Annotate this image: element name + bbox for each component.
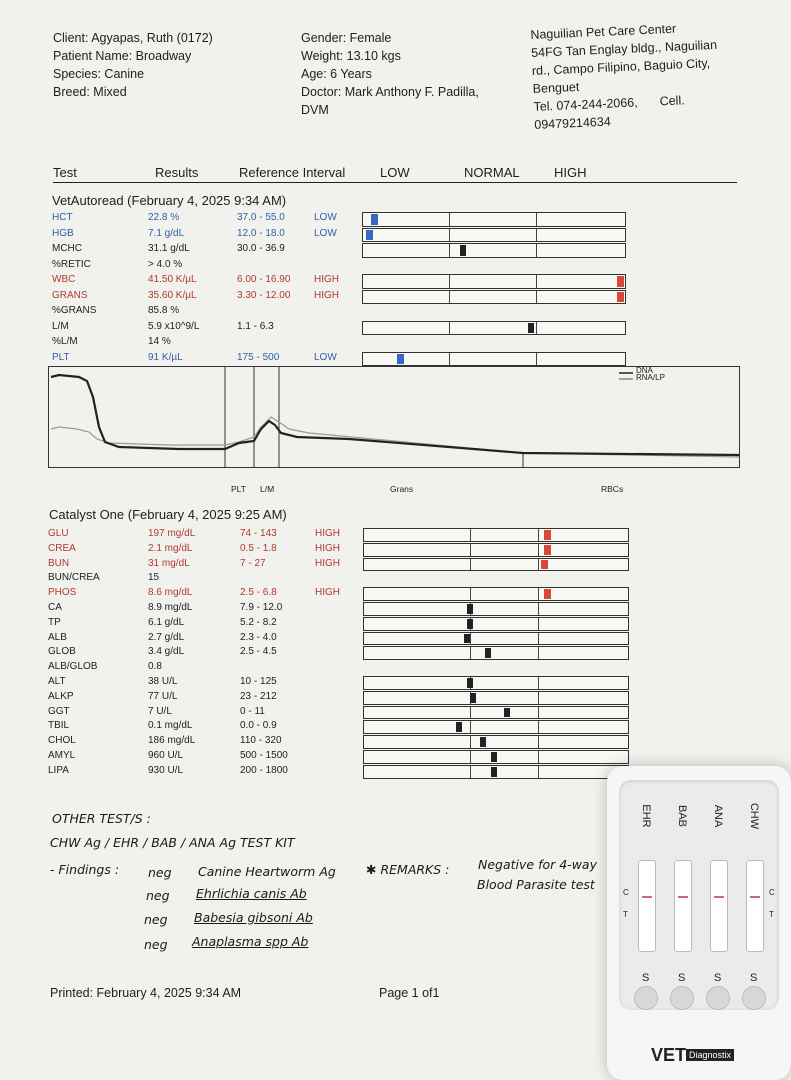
result-marker <box>467 604 473 614</box>
range-divider <box>538 721 539 733</box>
result-value: 14 % <box>148 336 171 347</box>
range-divider <box>470 736 471 748</box>
test-name: GRANS <box>52 289 88 301</box>
result-range-bar <box>362 321 626 336</box>
result-value: 2.7 g/dL <box>148 631 185 643</box>
reference-interval: 3.30 - 12.00 <box>237 289 291 301</box>
range-divider <box>470 766 471 778</box>
doctor-title: DVM <box>301 103 329 117</box>
weight: Weight: 13.10 kgs <box>301 49 401 63</box>
reference-interval: 6.00 - 16.90 <box>237 274 291 285</box>
test-name: %GRANS <box>52 305 97 316</box>
sample-well <box>742 986 766 1010</box>
range-divider <box>538 677 539 689</box>
result-value: 7.1 g/dL <box>148 227 185 239</box>
test-name: HGB <box>52 227 74 239</box>
finding-name: Ehrlichia canis Ab <box>196 886 307 901</box>
result-row <box>52 288 372 303</box>
result-value: 197 mg/dL <box>148 528 196 539</box>
doctor: Doctor: Mark Anthony F. Padilla, <box>301 85 479 99</box>
test-name: PLT <box>52 351 70 363</box>
result-marker <box>617 292 624 303</box>
reference-interval: 10 - 125 <box>240 676 277 687</box>
test-name: HCT <box>52 212 73 223</box>
result-row <box>48 674 368 689</box>
patient-name: Patient Name: Broadway <box>53 49 192 63</box>
result-value: 0.8 <box>148 661 162 673</box>
sample-label: S <box>642 972 650 984</box>
result-row <box>52 334 372 349</box>
reference-interval: 7 - 27 <box>240 557 266 569</box>
range-divider <box>536 229 537 242</box>
result-row <box>52 319 372 334</box>
reference-interval: 2.3 - 4.0 <box>240 631 277 643</box>
result-value: 6.1 g/dL <box>148 616 185 628</box>
hist-label-plt: PLT <box>231 484 246 494</box>
legend-dna: DNA <box>636 366 653 375</box>
range-divider <box>470 721 471 733</box>
result-marker <box>485 648 491 658</box>
result-range-bar <box>362 274 626 289</box>
histogram-legend <box>636 367 665 381</box>
col-results: Results <box>155 165 199 180</box>
result-value: 22.8 % <box>148 212 180 223</box>
result-range-bar <box>363 587 629 601</box>
reference-interval: 5.2 - 8.2 <box>240 616 277 628</box>
test-strip-ehr <box>638 860 656 952</box>
test-name: AMYL <box>48 750 76 761</box>
printed-date: Printed: February 4, 2025 9:34 AM <box>50 986 242 1000</box>
range-divider <box>538 707 539 719</box>
kit-label-chw: CHW <box>748 802 760 830</box>
result-flag: LOW <box>314 351 337 363</box>
section-title-vetautoread: VetAutoread (February 4, 2025 9:34 AM) <box>52 193 287 208</box>
result-row <box>48 526 368 541</box>
test-name: MCHC <box>52 243 82 254</box>
hist-label-rbcs: RBCs <box>601 484 624 494</box>
range-divider <box>538 633 539 645</box>
remarks-text: Negative for 4-way <box>478 857 597 872</box>
result-marker <box>528 323 534 334</box>
reference-interval: 200 - 1800 <box>240 764 288 776</box>
kit-t-label: T <box>769 910 774 919</box>
result-marker <box>480 737 486 747</box>
result-row <box>52 241 372 256</box>
result-value: 91 K/µL <box>148 351 183 363</box>
test-name: ALKP <box>48 690 74 702</box>
result-flag: HIGH <box>315 557 340 569</box>
test-name: %L/M <box>52 336 78 347</box>
reference-interval: 74 - 143 <box>240 528 277 539</box>
result-row <box>52 350 372 365</box>
result-range-bar <box>363 750 629 764</box>
range-divider <box>449 353 450 366</box>
test-name: TBIL <box>48 720 70 732</box>
result-row <box>48 659 368 674</box>
col-high: HIGH <box>554 165 587 180</box>
range-divider <box>536 291 537 304</box>
control-line <box>750 896 760 898</box>
result-value: 77 U/L <box>148 690 178 702</box>
range-divider <box>538 751 539 763</box>
result-row <box>52 210 372 225</box>
range-divider <box>536 322 537 335</box>
range-divider <box>470 529 471 541</box>
result-value: 31 mg/dL <box>148 557 190 569</box>
result-flag: HIGH <box>315 542 340 554</box>
result-value: 35.60 K/µL <box>148 289 197 301</box>
result-range-bar <box>363 543 629 557</box>
range-divider <box>538 766 539 778</box>
brand-logo <box>651 1044 734 1066</box>
result-value: 0.1 mg/dL <box>148 720 193 732</box>
result-marker <box>456 722 462 732</box>
result-marker <box>470 693 476 703</box>
result-row <box>48 556 368 571</box>
range-divider <box>538 647 539 659</box>
result-value: 186 mg/dL <box>148 735 196 747</box>
result-flag: HIGH <box>315 528 340 539</box>
range-divider <box>449 275 450 288</box>
clinic-line: Benguet <box>532 79 580 96</box>
result-marker <box>371 214 378 225</box>
range-divider <box>470 559 471 571</box>
kit-label-ana: ANA <box>712 804 724 828</box>
range-divider <box>449 244 450 257</box>
client-name: Client: Agyapas, Ruth (0172) <box>53 31 213 45</box>
test-window <box>619 780 779 1010</box>
finding-result: neg <box>144 937 168 952</box>
range-divider <box>536 244 537 257</box>
test-name: CHOL <box>48 735 76 747</box>
result-row <box>48 748 368 763</box>
result-marker <box>464 634 470 644</box>
result-marker <box>541 560 548 570</box>
range-divider <box>538 618 539 630</box>
result-marker <box>467 678 473 688</box>
reference-interval: 30.0 - 36.9 <box>237 243 285 254</box>
reference-interval: 37.0 - 55.0 <box>237 212 285 223</box>
clinic-info <box>530 16 764 134</box>
hist-label-lm: L/M <box>260 484 275 494</box>
result-value: 85.8 % <box>148 305 180 316</box>
result-row <box>52 257 372 272</box>
reference-interval: 0.0 - 0.9 <box>240 720 277 732</box>
range-divider <box>449 291 450 304</box>
brand-name: VET <box>651 1044 687 1065</box>
hist-label-grans: Grans <box>390 484 414 494</box>
result-range-bar <box>363 720 629 734</box>
finding-name: Canine Heartworm Ag <box>198 864 336 879</box>
patient-info <box>53 29 213 101</box>
range-divider <box>470 707 471 719</box>
result-value: 930 U/L <box>148 764 184 776</box>
range-divider <box>538 588 539 600</box>
remarks-text: Blood Parasite test <box>477 877 595 892</box>
reference-interval: 0.5 - 1.8 <box>240 542 277 554</box>
result-range-bar <box>362 290 626 305</box>
reference-interval: 500 - 1500 <box>240 750 288 761</box>
result-value: 8.6 mg/dL <box>148 587 193 599</box>
test-name: GLU <box>48 528 69 539</box>
header-rule <box>53 182 737 183</box>
range-divider <box>538 559 539 571</box>
legend-rna: RNA/LP <box>636 373 665 382</box>
result-value: 8.9 mg/dL <box>148 602 193 613</box>
clinic-line: rd., Campo Filipino, Baguio City, <box>531 56 711 78</box>
range-divider <box>449 229 450 242</box>
col-normal: NORMAL <box>464 165 520 180</box>
result-range-bar <box>362 352 626 367</box>
breed: Breed: Mixed <box>53 85 127 99</box>
result-range-bar <box>362 243 626 258</box>
reference-interval: 23 - 212 <box>240 690 277 702</box>
result-row <box>48 704 368 719</box>
result-value: 960 U/L <box>148 750 184 761</box>
result-range-bar <box>363 691 629 705</box>
test-name: BUN <box>48 557 70 569</box>
result-marker <box>460 245 466 256</box>
result-range-bar <box>363 632 629 646</box>
result-marker <box>504 708 510 718</box>
result-marker <box>366 230 373 241</box>
test-name: GLOB <box>48 646 76 658</box>
result-value: 31.1 g/dL <box>148 243 190 254</box>
finding-result: neg <box>148 865 172 880</box>
result-row <box>48 718 368 733</box>
test-name: TP <box>48 616 61 628</box>
result-row <box>52 303 372 318</box>
result-row <box>48 570 368 585</box>
result-flag: HIGH <box>315 587 340 599</box>
gender: Gender: Female <box>301 31 392 45</box>
col-low: LOW <box>380 165 410 180</box>
reference-interval: 175 - 500 <box>237 351 280 363</box>
test-name: %RETIC <box>52 258 91 270</box>
kit-label-ehr: EHR <box>640 804 652 828</box>
sample-label: S <box>750 972 758 984</box>
test-name: GGT <box>48 705 70 717</box>
cell-histogram <box>48 366 740 468</box>
control-line <box>678 896 688 898</box>
kit-label-bab: BAB <box>676 804 688 827</box>
result-value: 7 U/L <box>148 705 172 717</box>
patient-details <box>301 29 479 119</box>
range-divider <box>470 647 471 659</box>
result-range-bar <box>363 676 629 690</box>
reference-interval: 110 - 320 <box>240 735 282 747</box>
result-value: > 4.0 % <box>148 258 183 270</box>
finding-name: Anaplasma spp Ab <box>192 934 309 949</box>
result-row <box>48 615 368 630</box>
test-name: LIPA <box>48 764 69 776</box>
test-name: ALB/GLOB <box>48 661 98 673</box>
result-flag: HIGH <box>314 289 339 301</box>
result-range-bar <box>363 646 629 660</box>
range-divider <box>470 588 471 600</box>
range-divider <box>536 275 537 288</box>
clinic-cell: 09479214634 <box>534 114 612 132</box>
kit-t-label: T <box>623 910 628 919</box>
col-reference: Reference Interval <box>239 165 346 180</box>
test-name: L/M <box>52 320 69 332</box>
range-divider <box>538 603 539 615</box>
range-divider <box>470 751 471 763</box>
result-range-bar <box>363 706 629 720</box>
result-value: 15 <box>148 572 160 584</box>
other-tests-heading: OTHER TEST/S : <box>52 811 151 826</box>
result-value: 41.50 K/µL <box>148 274 197 285</box>
age: Age: 6 Years <box>301 67 372 81</box>
result-row <box>48 630 368 645</box>
result-value: 2.1 mg/dL <box>148 542 193 554</box>
result-range-bar <box>362 212 626 227</box>
sample-label: S <box>678 972 686 984</box>
result-marker <box>397 354 404 365</box>
result-row <box>48 585 368 600</box>
reference-interval: 2.5 - 6.8 <box>240 587 277 599</box>
species: Species: Canine <box>53 67 145 81</box>
result-row <box>48 541 368 556</box>
range-divider <box>470 544 471 556</box>
result-flag: LOW <box>314 212 337 223</box>
page-number: Page 1 of1 <box>379 986 440 1000</box>
result-row <box>52 226 372 241</box>
result-value: 3.4 g/dL <box>148 646 185 658</box>
sample-well <box>706 986 730 1010</box>
sample-well <box>634 986 658 1010</box>
test-strip-ana <box>710 860 728 952</box>
range-divider <box>449 213 450 226</box>
result-range-bar <box>363 735 629 749</box>
result-value: 38 U/L <box>148 676 178 687</box>
reference-interval: 7.9 - 12.0 <box>240 602 283 613</box>
test-kit-device <box>607 766 791 1080</box>
test-kit-line: CHW Ag / EHR / BAB / ANA Ag TEST KIT <box>50 835 295 850</box>
finding-result: neg <box>146 888 170 903</box>
result-marker <box>544 589 551 599</box>
result-range-bar <box>363 528 629 542</box>
result-marker <box>491 752 497 762</box>
finding-result: neg <box>144 912 168 927</box>
result-flag: HIGH <box>314 274 339 285</box>
reference-interval: 2.5 - 4.5 <box>240 646 277 658</box>
result-marker <box>617 276 624 287</box>
range-divider <box>538 544 539 556</box>
range-divider <box>536 353 537 366</box>
control-line <box>642 896 652 898</box>
test-name: ALT <box>48 676 66 687</box>
result-range-bar <box>363 558 629 572</box>
result-flag: LOW <box>314 227 337 239</box>
result-row <box>48 733 368 748</box>
result-row <box>52 272 372 287</box>
remarks-label: ✱ REMARKS : <box>366 862 450 877</box>
clinic-line: Naguilian Pet Care Center <box>530 21 677 42</box>
test-name: ALB <box>48 631 67 643</box>
test-name: PHOS <box>48 587 77 599</box>
section-title-catalyst: Catalyst One (February 4, 2025 9:25 AM) <box>49 507 287 522</box>
result-row <box>48 600 368 615</box>
range-divider <box>449 322 450 335</box>
control-line <box>714 896 724 898</box>
finding-name: Babesia gibsoni Ab <box>194 910 313 925</box>
result-marker <box>491 767 497 777</box>
test-strip-chw <box>746 860 764 952</box>
result-row <box>48 763 368 778</box>
result-row <box>48 644 368 659</box>
result-row <box>48 689 368 704</box>
range-divider <box>538 692 539 704</box>
reference-interval: 0 - 11 <box>240 705 265 717</box>
result-range-bar <box>363 765 629 779</box>
test-name: BUN/CREA <box>48 572 100 584</box>
result-marker <box>544 530 551 540</box>
range-divider <box>536 213 537 226</box>
sample-label: S <box>714 972 722 984</box>
findings-label: - Findings : <box>50 862 120 877</box>
result-range-bar <box>362 228 626 243</box>
result-range-bar <box>363 602 629 616</box>
test-name: WBC <box>52 274 76 285</box>
sample-well <box>670 986 694 1010</box>
result-marker <box>467 619 473 629</box>
reference-interval: 1.1 - 6.3 <box>237 320 274 332</box>
kit-c-label: C <box>623 888 629 897</box>
test-strip-bab <box>674 860 692 952</box>
clinic-tel: Tel. 074-244-2066, Cell. <box>533 93 685 114</box>
kit-c-label: C <box>769 888 775 897</box>
reference-interval: 12.0 - 18.0 <box>237 227 285 239</box>
histogram-plot <box>49 367 739 467</box>
result-range-bar <box>363 617 629 631</box>
col-test: Test <box>53 165 77 180</box>
clinic-line: 54FG Tan Englay bldg., Naguilian <box>530 37 718 60</box>
result-value: 5.9 x10^9/L <box>148 320 200 332</box>
result-marker <box>544 545 551 555</box>
brand-tag: Diagnostix <box>686 1049 734 1061</box>
range-divider <box>538 529 539 541</box>
test-name: CREA <box>48 542 76 554</box>
range-divider <box>538 736 539 748</box>
test-name: CA <box>48 602 62 613</box>
